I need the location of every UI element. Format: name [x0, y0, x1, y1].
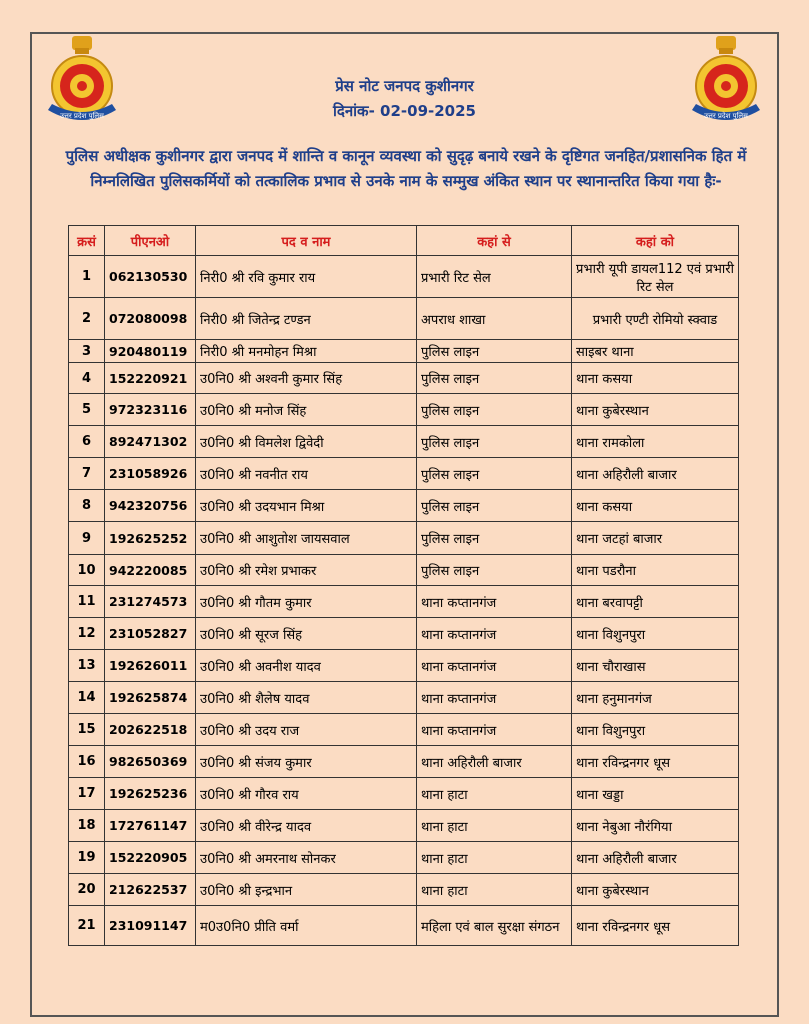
table-row [69, 363, 739, 394]
cell-serial: 6 [69, 426, 105, 458]
cell-pno: 192625874 [105, 682, 196, 714]
cell-name: उ0नि0 श्री गौरव राय [196, 778, 417, 810]
cell-serial: 12 [69, 618, 105, 650]
cell-to: थाना पडरौना [572, 555, 739, 586]
cell-pno: 972323116 [105, 394, 196, 426]
cell-serial: 1 [69, 256, 105, 298]
cell-serial: 16 [69, 746, 105, 778]
cell-name: उ0नि0 श्री संजय कुमार [196, 746, 417, 778]
cell-pno: 231058926 [105, 458, 196, 490]
cell-from: थाना हाटा [417, 874, 572, 906]
table-row [69, 778, 739, 810]
cell-serial: 10 [69, 555, 105, 586]
cell-to: थाना रामकोला [572, 426, 739, 458]
cell-to: थाना कसया [572, 490, 739, 522]
table-row [69, 458, 739, 490]
cell-from: थाना हाटा [417, 778, 572, 810]
cell-serial: 19 [69, 842, 105, 874]
cell-from: पुलिस लाइन [417, 363, 572, 394]
cell-name: उ0नि0 श्री इन्द्रभान [196, 874, 417, 906]
table-row [69, 842, 739, 874]
cell-pno: 152220921 [105, 363, 196, 394]
cell-name: म0उ0नि0 प्रीति वर्मा [196, 906, 417, 946]
cell-serial: 18 [69, 810, 105, 842]
cell-from: पुलिस लाइन [417, 555, 572, 586]
cell-from: पुलिस लाइन [417, 394, 572, 426]
cell-name: उ0नि0 श्री अमरनाथ सोनकर [196, 842, 417, 874]
press-note-date: दिनांक- 02-09-2025 [333, 102, 476, 120]
cell-pno: 192625252 [105, 522, 196, 555]
table-header-row [69, 226, 739, 256]
cell-serial: 9 [69, 522, 105, 555]
cell-pno: 192625236 [105, 778, 196, 810]
cell-to: साइबर थाना [572, 340, 739, 363]
cell-pno: 192626011 [105, 650, 196, 682]
cell-name: उ0नि0 श्री रमेश प्रभाकर [196, 555, 417, 586]
cell-serial: 15 [69, 714, 105, 746]
table-row [69, 618, 739, 650]
table-row [69, 682, 739, 714]
emblem-text: उत्तर प्रदेश पुलिस [704, 112, 748, 120]
cell-to: थाना कुबेरस्थान [572, 874, 739, 906]
cell-name: उ0नि0 श्री विमलेश द्विवेदी [196, 426, 417, 458]
col-header-to: कहां को [572, 226, 739, 256]
cell-to: प्रभारी यूपी डायल112 एवं प्रभारी रिट सेल [572, 256, 739, 298]
cell-serial: 21 [69, 906, 105, 946]
table-row [69, 522, 739, 555]
cell-from: पुलिस लाइन [417, 522, 572, 555]
table-row [69, 746, 739, 778]
col-header-name: पद व नाम [196, 226, 417, 256]
cell-name: निरी0 श्री रवि कुमार राय [196, 256, 417, 298]
cell-serial: 17 [69, 778, 105, 810]
emblem-text: उत्तर प्रदेश पुलिस [60, 112, 104, 120]
cell-name: उ0नि0 श्री सूरज सिंह [196, 618, 417, 650]
cell-serial: 20 [69, 874, 105, 906]
table-row [69, 874, 739, 906]
col-header-pno: पीएनओ [105, 226, 196, 256]
table-row [69, 586, 739, 618]
table-row [69, 490, 739, 522]
cell-to: थाना अहिरौली बाजार [572, 842, 739, 874]
cell-from: पुलिस लाइन [417, 426, 572, 458]
cell-name: उ0नि0 श्री अश्वनी कुमार सिंह [196, 363, 417, 394]
transfer-table [68, 225, 739, 946]
cell-pno: 942220085 [105, 555, 196, 586]
table-body [69, 256, 739, 946]
table-row [69, 555, 739, 586]
cell-from: पुलिस लाइन [417, 340, 572, 363]
cell-serial: 5 [69, 394, 105, 426]
intro-paragraph: पुलिस अधीक्षक कुशीनगर द्वारा जनपद में शान्ति व कानून व्यवस्था को सुदृढ़ बनाये रखने के दृष्टिगत जनहित/प्रशासनिक हित में निम्नलिखित पुलिसकर्मियों को तत्कालिक प्रभाव से उनके नाम के सम्मुख अंकित स्थान पर स्थानान्तरित किया गया हैः- [65, 147, 747, 190]
table-row [69, 298, 739, 340]
cell-pno: 202622518 [105, 714, 196, 746]
cell-serial: 14 [69, 682, 105, 714]
table-row [69, 906, 739, 946]
cell-pno: 152220905 [105, 842, 196, 874]
cell-pno: 172761147 [105, 810, 196, 842]
cell-serial: 13 [69, 650, 105, 682]
col-header-serial: क्रसं [69, 226, 105, 256]
cell-to: थाना अहिरौली बाजार [572, 458, 739, 490]
cell-pno: 892471302 [105, 426, 196, 458]
table-row [69, 650, 739, 682]
cell-to: थाना विशुनपुरा [572, 618, 739, 650]
cell-name: उ0नि0 श्री उदयभान मिश्रा [196, 490, 417, 522]
cell-to: प्रभारी एण्टी रोमियो स्क्वाड [572, 298, 739, 340]
cell-name: उ0नि0 श्री अवनीश यादव [196, 650, 417, 682]
table-row [69, 256, 739, 298]
cell-serial: 2 [69, 298, 105, 340]
cell-name: उ0नि0 श्री वीरेन्द्र यादव [196, 810, 417, 842]
cell-serial: 4 [69, 363, 105, 394]
table-row [69, 394, 739, 426]
cell-from: थाना अहिरौली बाजार [417, 746, 572, 778]
press-note-title: प्रेस नोट जनपद कुशीनगर [335, 77, 474, 95]
cell-serial: 8 [69, 490, 105, 522]
table-row [69, 340, 739, 363]
cell-serial: 7 [69, 458, 105, 490]
cell-from: अपराध शाखा [417, 298, 572, 340]
cell-from: थाना कप्तानगंज [417, 586, 572, 618]
cell-to: थाना बरवापट्टी [572, 586, 739, 618]
cell-to: थाना हनुमानगंज [572, 682, 739, 714]
cell-serial: 11 [69, 586, 105, 618]
cell-to: थाना रविन्द्रनगर धूस [572, 746, 739, 778]
cell-pno: 062130530 [105, 256, 196, 298]
cell-from: थाना कप्तानगंज [417, 618, 572, 650]
cell-name: उ0नि0 श्री आशुतोश जायसवाल [196, 522, 417, 555]
cell-to: थाना चौराखास [572, 650, 739, 682]
cell-to: थाना नेबुआ नौरंगिया [572, 810, 739, 842]
cell-name: उ0नि0 श्री नवनीत राय [196, 458, 417, 490]
cell-from: थाना कप्तानगंज [417, 682, 572, 714]
cell-name: उ0नि0 श्री उदय राज [196, 714, 417, 746]
cell-from: पुलिस लाइन [417, 490, 572, 522]
cell-serial: 3 [69, 340, 105, 363]
cell-pno: 231274573 [105, 586, 196, 618]
table-row [69, 714, 739, 746]
cell-name: निरी0 श्री मनमोहन मिश्रा [196, 340, 417, 363]
cell-pno: 942320756 [105, 490, 196, 522]
cell-pno: 920480119 [105, 340, 196, 363]
cell-from: प्रभारी रिट सेल [417, 256, 572, 298]
cell-from: थाना हाटा [417, 842, 572, 874]
cell-to: थाना खड्डा [572, 778, 739, 810]
cell-pno: 212622537 [105, 874, 196, 906]
cell-to: थाना कसया [572, 363, 739, 394]
cell-name: उ0नि0 श्री गौतम कुमार [196, 586, 417, 618]
table-row [69, 426, 739, 458]
cell-from: थाना कप्तानगंज [417, 650, 572, 682]
cell-pno: 231091147 [105, 906, 196, 946]
cell-to: थाना रविन्द्रनगर धूस [572, 906, 739, 946]
cell-from: थाना हाटा [417, 810, 572, 842]
table-row [69, 810, 739, 842]
cell-to: थाना विशुनपुरा [572, 714, 739, 746]
cell-from: पुलिस लाइन [417, 458, 572, 490]
cell-pno: 231052827 [105, 618, 196, 650]
col-header-from: कहां से [417, 226, 572, 256]
cell-pno: 072080098 [105, 298, 196, 340]
cell-to: थाना जटहां बाजार [572, 522, 739, 555]
cell-from: थाना कप्तानगंज [417, 714, 572, 746]
cell-from: महिला एवं बाल सुरक्षा संगठन [417, 906, 572, 946]
cell-to: थाना कुबेरस्थान [572, 394, 739, 426]
cell-pno: 982650369 [105, 746, 196, 778]
cell-name: उ0नि0 श्री शैलेष यादव [196, 682, 417, 714]
cell-name: उ0नि0 श्री मनोज सिंह [196, 394, 417, 426]
cell-name: निरी0 श्री जितेन्द्र टण्डन [196, 298, 417, 340]
